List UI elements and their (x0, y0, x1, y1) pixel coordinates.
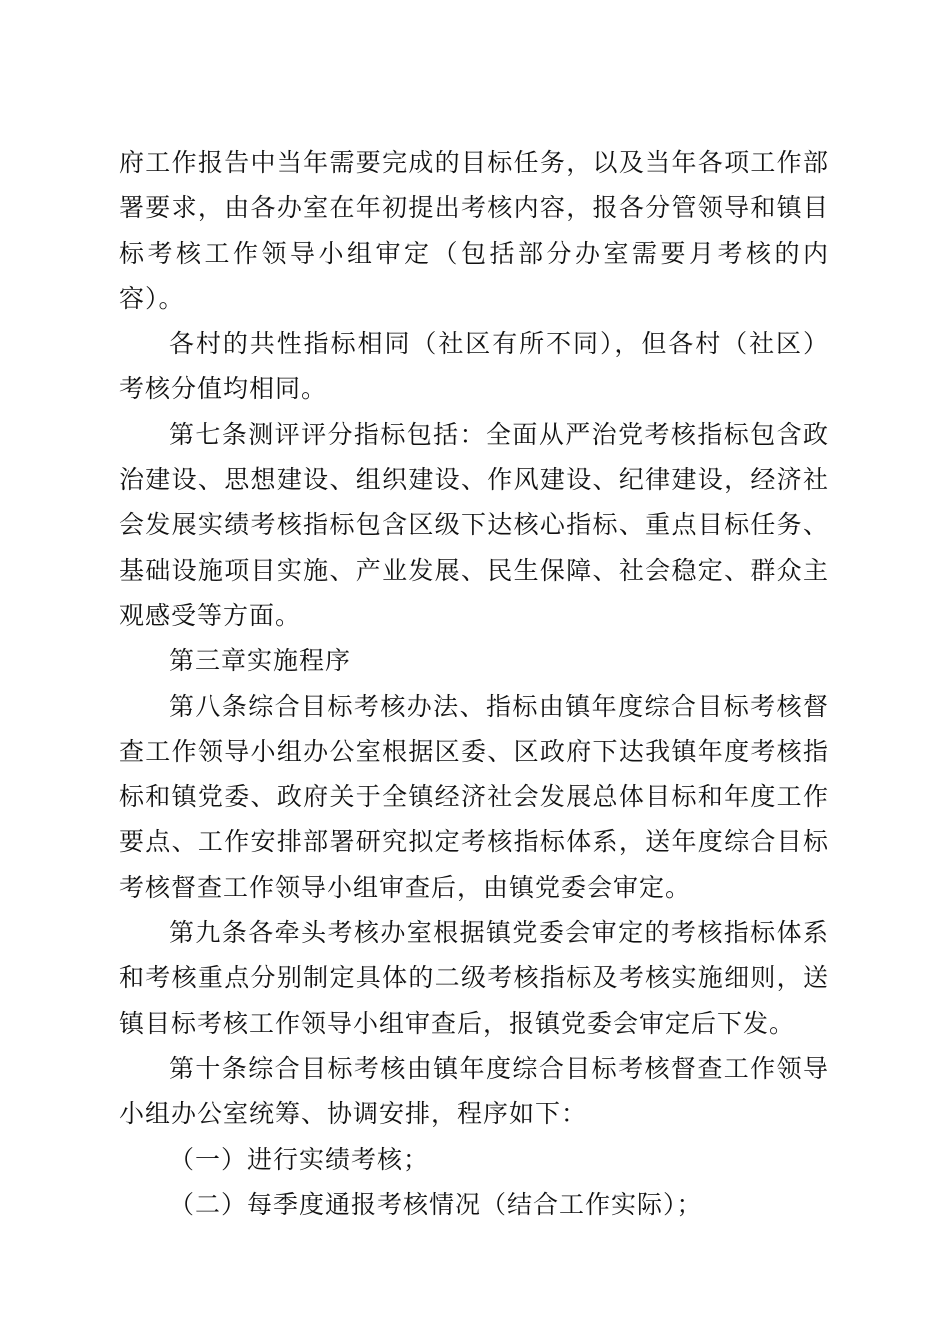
procedure-item-2: （二）每季度通报考核情况（结合工作实际）； (169, 1189, 703, 1219)
article-7: 第七条测评评分指标包括：全面从严治党考核指标包含政治建设、思想建设、组织建设、作风建设、纪律建设，经济社会发展实绩考核指标包含区级下达核心指标、重点目标任务、基础设施项目实施、产业发展、民生保障、社会稳定、群众主观感受等方面。 (119, 419, 829, 630)
article-8: 第八条综合目标考核办法、指标由镇年度综合目标考核督查工作领导小组办公室根据区委、区政府下达我镇年度考核指标和镇党委、政府关于全镇经济社会发展总体目标和年度工作要点、工作安排部署研究拟定考核指标体系，送年度综合目标考核督查工作领导小组审查后，由镇党委会审定。 (119, 691, 829, 902)
document-body (119, 140, 829, 1227)
procedure-item-1: （一）进行实绩考核； (169, 1144, 430, 1174)
article-10: 第十条综合目标考核由镇年度综合目标考核督查工作领导小组办公室统筹、协调安排，程序如下： (119, 1053, 829, 1129)
chapter-3-heading: 第三章实施程序 (169, 646, 352, 676)
article-9: 第九条各牵头考核办室根据镇党委会审定的考核指标体系和考核重点分别制定具体的二级考核指标及考核实施细则，送镇目标考核工作领导小组审查后，报镇党委会审定后下发。 (119, 918, 829, 1038)
paragraph-village-indicators: 各村的共性指标相同（社区有所不同），但各村（社区）考核分值均相同。 (119, 329, 829, 404)
paragraph-continuation: 府工作报告中当年需要完成的目标任务，以及当年各项工作部署要求，由各办室在年初提出考核内容，报各分管领导和镇目标考核工作领导小组审定（包括部分办室需要月考核的内容）。 (119, 148, 829, 313)
